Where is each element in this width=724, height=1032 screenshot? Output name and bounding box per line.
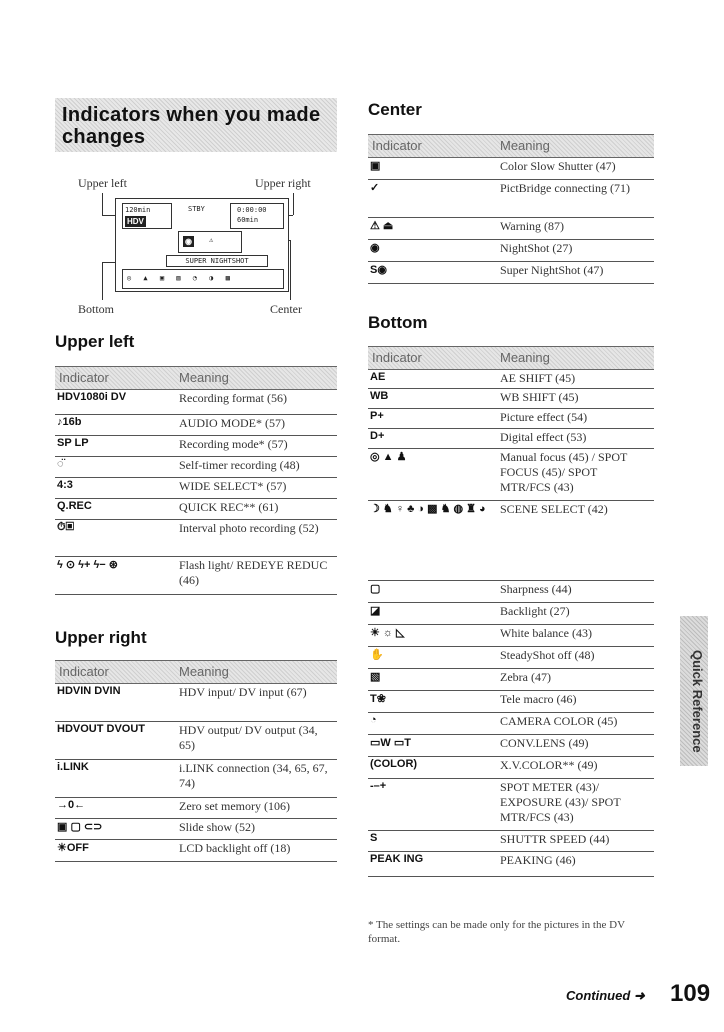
- indicator-icon: ☀ ☼ ◺: [370, 627, 405, 639]
- meaning-text: PEAKING (46): [500, 853, 576, 867]
- meaning-text: Digital effect (53): [500, 430, 587, 444]
- table-row: [368, 179, 654, 218]
- table-row: [55, 414, 337, 436]
- meaning-text: QUICK REC** (61): [179, 500, 279, 514]
- table-row: [368, 602, 654, 625]
- table-row: [368, 261, 654, 284]
- col-meaning: Meaning: [500, 138, 550, 153]
- indicator-icon: (COLOR): [370, 758, 418, 770]
- indicator-icon: P+: [370, 410, 384, 422]
- meaning-text: Picture effect (54): [500, 410, 588, 424]
- bracket-line: [102, 262, 116, 263]
- indicator-icon: ▧: [370, 671, 381, 683]
- col-indicator: Indicator: [59, 664, 109, 679]
- section-heading-upper-left: Upper left: [55, 332, 135, 351]
- indicator-icon: →0←: [57, 799, 86, 811]
- indicator-icon: ◌̈: [57, 458, 64, 470]
- indicator-icon: ◔: [370, 714, 377, 726]
- table-row: [368, 851, 654, 877]
- meaning-text: Recording mode* (57): [179, 437, 288, 451]
- table-row: [55, 721, 337, 760]
- table-header: [368, 346, 654, 370]
- meaning-text: White balance (43): [500, 626, 592, 640]
- indicator-icon: ◎ ▲ ♟: [370, 451, 407, 463]
- table-row: [368, 734, 654, 757]
- indicator-icon: Q.REC: [57, 500, 92, 512]
- battery-remaining: 120min: [125, 206, 151, 214]
- diagram-label-bottom: Bottom: [78, 302, 115, 316]
- col-indicator: Indicator: [59, 370, 109, 385]
- meaning-text: WIDE SELECT* (57): [179, 479, 287, 493]
- table-row: [368, 388, 654, 409]
- recording-format-icon: HDV: [127, 217, 144, 226]
- table-row: [55, 477, 337, 499]
- meaning-text: SHUTTR SPEED (44): [500, 832, 610, 846]
- bracket-line: [102, 215, 116, 216]
- table-row: [368, 712, 654, 735]
- footnote: * The settings can be made only for the pictures in the DV format.: [368, 919, 625, 945]
- table-row: [55, 556, 337, 595]
- table-row: [368, 668, 654, 691]
- meaning-text: NightShot (27): [500, 241, 573, 255]
- page-number: 109: [670, 980, 711, 1007]
- table-row: [368, 500, 654, 581]
- meaning-text: CAMERA COLOR (45): [500, 714, 618, 728]
- indicator-icon: ⏱▣: [57, 521, 74, 533]
- meaning-text: Recording format (56): [179, 391, 287, 405]
- indicator-icon: ☀OFF: [57, 842, 89, 854]
- meaning-text: LCD backlight off (18): [179, 841, 291, 855]
- meaning-text: AE SHIFT (45): [500, 371, 576, 385]
- meaning-text: SCENE SELECT (42): [500, 502, 608, 516]
- indicator-icon: AE: [370, 371, 386, 383]
- indicator-icon: ϟ ⊙ ϟ+ ϟ− ⊛: [57, 559, 118, 571]
- table-row: [368, 690, 654, 713]
- table-header: [368, 134, 654, 158]
- indicator-icon: ♪16b: [57, 416, 82, 428]
- meaning-text: Zero set memory (106): [179, 799, 290, 813]
- table-row: [368, 778, 654, 831]
- table-row: [55, 519, 337, 557]
- meaning-text: Backlight (27): [500, 604, 570, 618]
- meaning-text: Color Slow Shutter (47): [500, 159, 616, 173]
- indicator-icon: 4:3: [57, 479, 73, 491]
- standby-text: STBY: [188, 205, 205, 213]
- meaning-text: SPOT METER (43)/ EXPOSURE (43)/ SPOT MTR/FCS (43): [500, 780, 621, 824]
- table-row: [368, 217, 654, 240]
- bracket-line: [102, 262, 103, 300]
- table-row: [368, 239, 654, 262]
- indicator-icon: HDVIN DVIN: [57, 685, 121, 697]
- table-header: [55, 660, 337, 684]
- lcd-screen-diagram: [115, 198, 289, 292]
- meaning-text: AUDIO MODE* (57): [179, 416, 285, 430]
- bracket-line: [102, 193, 103, 215]
- table-row: [368, 756, 654, 779]
- indicator-icon: D+: [370, 430, 385, 442]
- meaning-text: Flash light/ REDEYE REDUC (46): [179, 558, 328, 587]
- indicator-icon: ☽ ♞ ♀ ♣ ◑ ▩ ♞ ◍ ♜ ◕: [370, 503, 486, 515]
- indicator-icon: i.LINK: [57, 761, 89, 773]
- diagram-label-upper-right: Upper right: [255, 176, 311, 190]
- table-row: [55, 839, 337, 862]
- table-row: [368, 157, 654, 180]
- section-heading-center: Center: [368, 100, 422, 119]
- meaning-text: WB SHIFT (45): [500, 390, 579, 404]
- nightshot-icon: ◉: [185, 237, 192, 246]
- indicator-icon: SP LP: [57, 437, 89, 449]
- indicator-icon: HDVOUT DVOUT: [57, 723, 145, 735]
- diagram-label-center: Center: [270, 302, 302, 316]
- table-row: [55, 759, 337, 798]
- timecode: 0:00:00: [237, 206, 267, 214]
- bottom-box: [122, 269, 284, 289]
- tape-remaining: 60min: [237, 216, 259, 224]
- indicator-icon: ▣ ▢ ⊂⊃: [57, 821, 103, 833]
- indicator-icon: ▢: [370, 583, 381, 595]
- section-heading-bottom: Bottom: [368, 313, 428, 332]
- meaning-text: CONV.LENS (49): [500, 736, 589, 750]
- meaning-text: Warning (87): [500, 219, 565, 233]
- col-meaning: Meaning: [179, 664, 229, 679]
- indicator-icon: PEAK ING: [370, 853, 424, 865]
- col-meaning: Meaning: [179, 370, 229, 385]
- center-box: [178, 231, 242, 253]
- indicator-icon: S◉: [370, 264, 387, 276]
- col-indicator: Indicator: [372, 350, 422, 365]
- meaning-text: Self-timer recording (48): [179, 458, 300, 472]
- table-row: [368, 369, 654, 389]
- table-row: [368, 830, 654, 852]
- scene-banner: SUPER NIGHTSHOT: [166, 255, 268, 267]
- bracket-line: [290, 240, 291, 300]
- indicator-icon: -–+: [370, 780, 387, 792]
- upper-right-box: [230, 203, 284, 229]
- indicator-icon: T❀: [370, 693, 386, 705]
- upper-left-box: [122, 203, 172, 229]
- arrow-icon: ➜: [633, 988, 645, 1003]
- indicator-icon: ▭W ▭T: [370, 737, 411, 749]
- indicator-icon: ✓: [370, 182, 380, 194]
- meaning-text: i.LINK connection (34, 65, 67, 74): [179, 761, 328, 790]
- table-row: [55, 435, 337, 457]
- indicator-icon: ✋: [370, 649, 384, 661]
- table-row: [55, 498, 337, 520]
- meaning-text: X.V.COLOR** (49): [500, 758, 598, 772]
- meaning-text: Super NightShot (47): [500, 263, 604, 277]
- table-row: [55, 818, 337, 840]
- meaning-text: Zebra (47): [500, 670, 551, 684]
- indicator-icon: S: [370, 832, 378, 844]
- col-meaning: Meaning: [500, 350, 550, 365]
- bracket-line: [293, 193, 294, 215]
- continued-label: [566, 988, 645, 1004]
- meaning-text: Tele macro (46): [500, 692, 577, 706]
- indicator-icon: ▣: [370, 160, 381, 172]
- meaning-text: PictBridge connecting (71): [500, 181, 630, 195]
- meaning-text: Slide show (52): [179, 820, 255, 834]
- table-row: [368, 646, 654, 669]
- side-tab-label: Quick Reference: [690, 650, 705, 753]
- table-row: [55, 797, 337, 819]
- indicator-icon: ◉: [370, 242, 380, 254]
- indicator-icon: ⚠ ⏏: [370, 220, 394, 232]
- section-heading-upper-right: Upper right: [55, 628, 147, 647]
- meaning-text: Manual focus (45) / SPOT FOCUS (45)/ SPOT MTR/FCS (43): [500, 450, 628, 494]
- table-row: [368, 580, 654, 603]
- continued-text: Continued: [566, 988, 631, 1003]
- meaning-text: Interval photo recording (52): [179, 521, 319, 535]
- diagram-label-upper-left: Upper left: [78, 176, 127, 190]
- meaning-text: HDV output/ DV output (34, 65): [179, 723, 318, 752]
- bottom-icons-row: ◎ ▲ ▣ ▧ ◔ ◑ ▩: [127, 274, 234, 282]
- meaning-text: Sharpness (44): [500, 582, 572, 596]
- table-row: [368, 448, 654, 501]
- warning-icon: ⚠: [209, 236, 214, 244]
- indicator-icon: ◪: [370, 605, 381, 617]
- meaning-text: SteadyShot off (48): [500, 648, 595, 662]
- table-row: [368, 428, 654, 449]
- table-row: [368, 624, 654, 647]
- page-title: Indicators when you made changes: [62, 104, 321, 148]
- table-row: [368, 408, 654, 429]
- table-row: [55, 683, 337, 722]
- table-row: [55, 456, 337, 478]
- indicator-icon: WB: [370, 390, 389, 402]
- meaning-text: HDV input/ DV input (67): [179, 685, 307, 699]
- table-header: [55, 366, 337, 390]
- col-indicator: Indicator: [372, 138, 422, 153]
- indicator-icon: HDV1080i DV: [57, 391, 127, 403]
- table-row: [55, 389, 337, 415]
